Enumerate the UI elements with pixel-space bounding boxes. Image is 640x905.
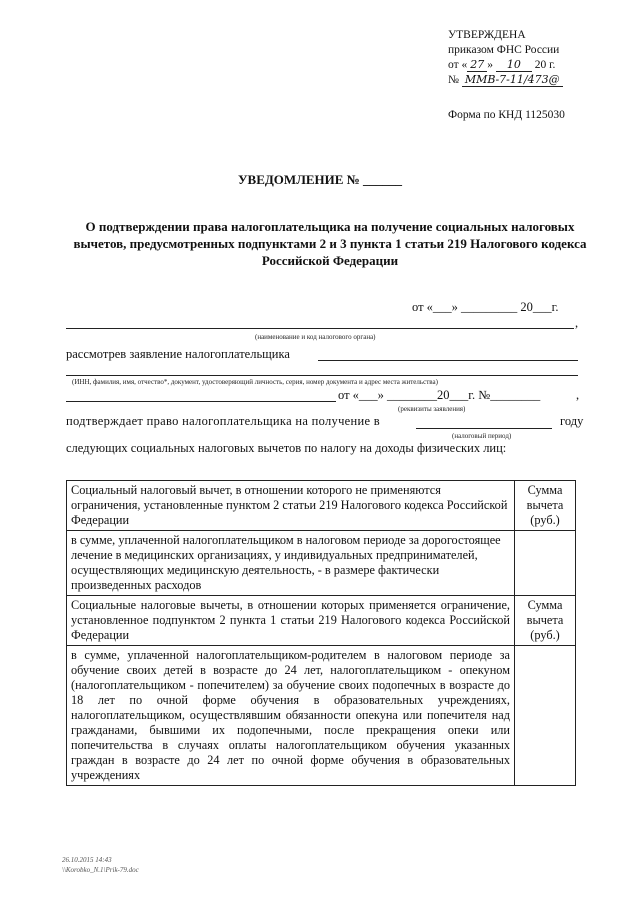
approval-number: № ММВ-7-11/473@ — [448, 73, 563, 88]
sum-header-2: Сумма вычета (руб.) — [515, 596, 576, 646]
table-row — [67, 646, 576, 786]
sum-cell-medical — [515, 531, 576, 596]
considered-label: рассмотрев заявление налогоплательщика — [66, 347, 290, 361]
approval-date: от « 27 » 10 20 г. — [448, 58, 556, 71]
tax-period-line — [416, 428, 552, 429]
taxpayer-line-2 — [66, 375, 578, 376]
table-cell-education: в сумме, уплаченной налогоплательщиком-родителем в налоговом периоде за обучение своих детей в возрасте до 24 лет, налогоплательщиком - опекуном (налогоплательщиком - попечителем) за обучение своих подопечных в возрасте до 18 лет по очной форме обучения в образовательных учреждениях, налогоплательщиком, осуществлявшим обязанности опекуна или попечителя над гражданами, бывшими их подопечными, после прекращения опеки или попечительства в случаях оплаты налогоплательщиком обучения указанных граждан в возрасте до 24 лет по очной форме обучения в образовательных учреждениях — [67, 646, 515, 786]
taxpayer-caption: (ИНН, фамилия, имя, отчество*, документ, удостоверяющий личность, серия, номер документа и адрес места жительства) — [72, 378, 438, 386]
table-row — [67, 596, 576, 646]
footer-stamp: 26.10.2015 14:43 \\Korobko_N.1\Prik-79.doc — [62, 856, 139, 874]
approval-number-value: ММВ-7-11/473@ — [462, 74, 563, 87]
form-code: Форма по КНД 1125030 — [448, 109, 565, 121]
approval-day: 27 — [467, 59, 487, 72]
deductions-table — [66, 480, 576, 786]
sum-cell-education — [515, 646, 576, 786]
approval-month: 10 — [496, 59, 532, 72]
application-caption: (реквизиты заявления) — [398, 405, 466, 413]
sum-header-1: Сумма вычета (руб.) — [515, 481, 576, 531]
taxpayer-line-1 — [318, 360, 578, 361]
table-cell-header-2: Социальные налоговые вычеты, в отношении которых применяется ограничение, установленное подпунктом 2 пункта 1 статьи 219 Налогового кодекса Российской Федерации — [67, 596, 515, 646]
tax-authority-caption: (наименование и код налогового органа) — [255, 333, 376, 341]
notice-date: от «___» _________ 20___г. — [412, 300, 559, 314]
comma: , — [575, 316, 579, 330]
table-row — [67, 481, 576, 531]
approval-block — [448, 28, 563, 88]
table-row — [67, 531, 576, 596]
application-date: от «___» ________20___г. №________ — [338, 388, 541, 402]
confirms-label: подтверждает право налогоплательщика на получение в — [66, 414, 380, 428]
approval-status: УТВЕРЖДЕНА — [448, 29, 526, 41]
page-title: УВЕДОМЛЕНИЕ № ______ — [237, 172, 403, 187]
taxpayer-line-3 — [66, 401, 336, 402]
deductions-label: следующих социальных налоговых вычетов по налогу на доходы физических лиц: — [66, 441, 507, 455]
table-cell-medical: в сумме, уплаченной налогоплательщиком в налоговом периоде за дорогостоящее лечение в медицинских организациях, у индивидуальных предпринимателей, осуществляющих медицинскую деятельность, - в размере фактически произведенных расходов — [67, 531, 515, 596]
tax-authority-line — [66, 328, 574, 329]
document-subtitle: О подтверждении права налогоплательщика на получение социальных налоговых вычетов, предусмотренных подпунктами 2 и 3 пункта 1 статьи 219 Налогового кодекса Российской Федерации — [73, 219, 587, 268]
approval-order: приказом ФНС России — [448, 44, 560, 56]
tax-period-caption: (налоговый период) — [452, 432, 512, 440]
year-word: году — [560, 414, 584, 428]
table-cell-header-1: Социальный налоговый вычет, в отношении которого не применяются ограничения, установленные пунктом 2 статьи 219 Налогового кодекса Российской Федерации — [67, 481, 515, 531]
comma-2: , — [576, 388, 580, 402]
